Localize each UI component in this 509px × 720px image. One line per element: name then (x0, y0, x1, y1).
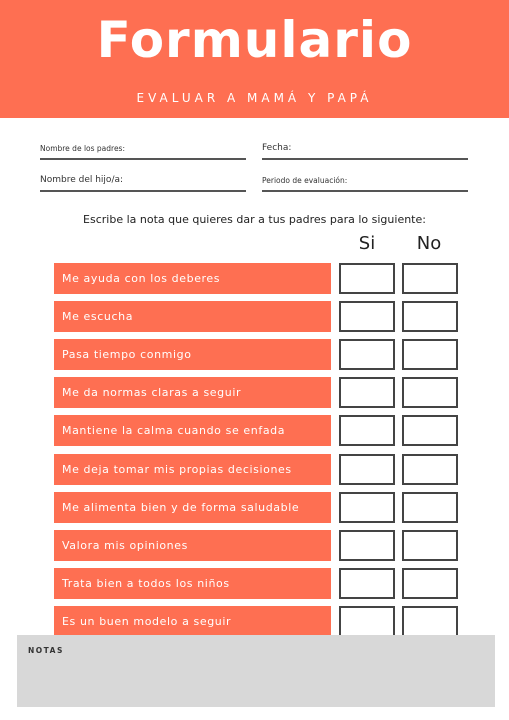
child-name-label: Nombre del hijo/a: (40, 175, 124, 185)
notes-label: NOTAS (28, 646, 64, 655)
checkbox-no[interactable] (402, 301, 458, 332)
checkbox-no[interactable] (402, 339, 458, 370)
column-header-yes: Si (358, 233, 376, 254)
checkbox-no[interactable] (402, 492, 458, 523)
date-label: Fecha: (262, 143, 292, 153)
instruction-text: Escribe la nota que quieres dar a tus padres para lo siguiente: (83, 213, 426, 226)
page-subtitle: EVALUAR A MAMÁ Y PAPÁ (136, 91, 373, 105)
evaluation-period-field[interactable] (262, 168, 468, 192)
checkbox-yes[interactable] (339, 263, 395, 294)
parents-name-field[interactable] (40, 136, 246, 160)
notes-area[interactable] (17, 635, 495, 707)
date-field[interactable] (262, 136, 468, 160)
checkbox-yes[interactable] (339, 339, 395, 370)
checkbox-no[interactable] (402, 530, 458, 561)
checkbox-no[interactable] (402, 568, 458, 599)
evaluation-item: Me alimenta bien y de forma saludable (54, 492, 331, 523)
column-header-no: No (416, 233, 442, 254)
checkbox-yes[interactable] (339, 301, 395, 332)
checkbox-yes[interactable] (339, 606, 395, 637)
page-title: Formulario (96, 11, 413, 69)
evaluation-item: Me ayuda con los deberes (54, 263, 331, 294)
checkbox-yes[interactable] (339, 377, 395, 408)
checkbox-no[interactable] (402, 606, 458, 637)
checkbox-yes[interactable] (339, 454, 395, 485)
checkbox-no[interactable] (402, 454, 458, 485)
header-banner (0, 0, 509, 118)
evaluation-item: Me deja tomar mis propias decisiones (54, 454, 331, 485)
evaluation-item: Trata bien a todos los niños (54, 568, 331, 599)
child-name-field[interactable] (40, 168, 246, 192)
checkbox-yes[interactable] (339, 568, 395, 599)
checkbox-no[interactable] (402, 415, 458, 446)
checkbox-yes[interactable] (339, 492, 395, 523)
evaluation-item: Es un buen modelo a seguir (54, 606, 331, 637)
parents-name-label: Nombre de los padres: (40, 144, 125, 153)
checkbox-yes[interactable] (339, 415, 395, 446)
evaluation-item: Me escucha (54, 301, 331, 332)
evaluation-item: Pasa tiempo conmigo (54, 339, 331, 370)
checkbox-yes[interactable] (339, 530, 395, 561)
evaluation-item: Valora mis opiniones (54, 530, 331, 561)
checkbox-no[interactable] (402, 263, 458, 294)
evaluation-item: Me da normas claras a seguir (54, 377, 331, 408)
checkbox-no[interactable] (402, 377, 458, 408)
evaluation-period-label: Periodo de evaluación: (262, 176, 348, 185)
evaluation-item: Mantiene la calma cuando se enfada (54, 415, 331, 446)
